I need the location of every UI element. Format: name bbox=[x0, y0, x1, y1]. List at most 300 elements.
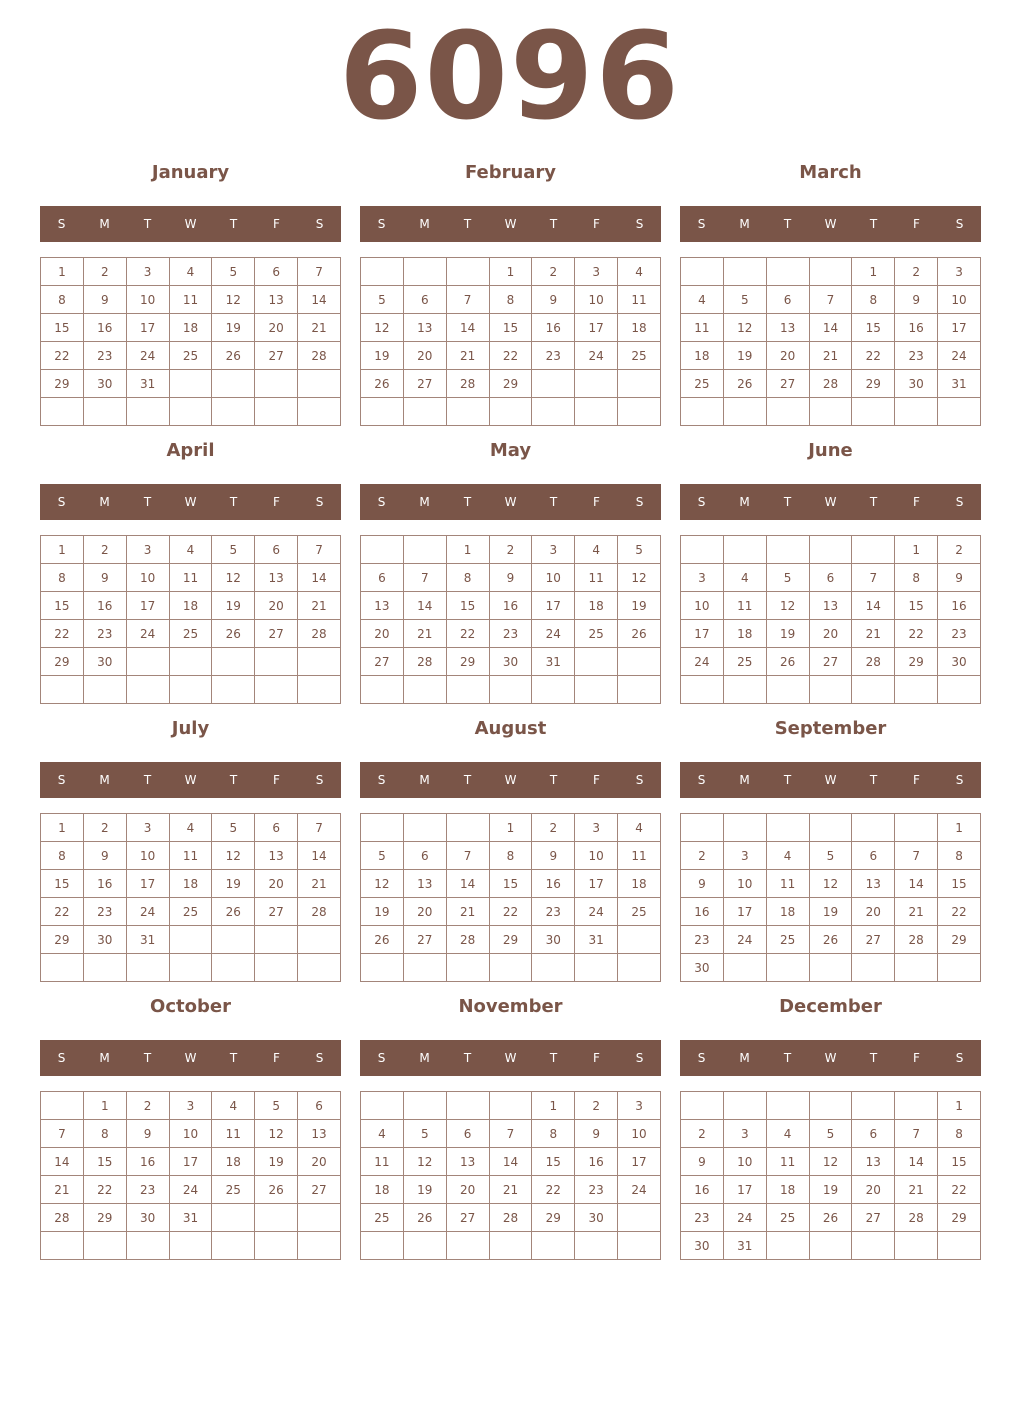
day-cell: 4 bbox=[169, 814, 212, 842]
weekday-label: S bbox=[697, 217, 706, 231]
day-cell bbox=[852, 398, 895, 426]
weekday-label: T bbox=[549, 217, 558, 231]
day-cell: 12 bbox=[809, 870, 852, 898]
week-row bbox=[681, 842, 981, 870]
week-row bbox=[681, 870, 981, 898]
day-cell: 25 bbox=[766, 1204, 809, 1232]
day-cell: 21 bbox=[446, 342, 489, 370]
day-cell: 22 bbox=[41, 898, 84, 926]
day-cell: 7 bbox=[403, 564, 446, 592]
week-row bbox=[361, 342, 661, 370]
weekday-label: F bbox=[273, 495, 280, 509]
day-cell: 17 bbox=[618, 1148, 661, 1176]
day-cell: 30 bbox=[532, 926, 575, 954]
day-cell: 18 bbox=[618, 870, 661, 898]
day-cell: 27 bbox=[361, 648, 404, 676]
day-cell: 12 bbox=[212, 564, 255, 592]
day-cell: 6 bbox=[403, 286, 446, 314]
month-name: June bbox=[808, 440, 853, 461]
day-cell: 19 bbox=[361, 342, 404, 370]
day-cell: 31 bbox=[532, 648, 575, 676]
day-cell: 7 bbox=[41, 1120, 84, 1148]
day-cell: 18 bbox=[212, 1148, 255, 1176]
day-cell bbox=[361, 1232, 404, 1260]
week-row bbox=[41, 1120, 341, 1148]
day-cell bbox=[489, 398, 532, 426]
day-cell: 6 bbox=[766, 286, 809, 314]
day-cell bbox=[809, 954, 852, 982]
day-cell bbox=[298, 1232, 341, 1260]
day-cell: 2 bbox=[681, 1120, 724, 1148]
day-cell: 5 bbox=[361, 286, 404, 314]
day-cell: 1 bbox=[852, 258, 895, 286]
day-cell: 23 bbox=[895, 342, 938, 370]
day-cell: 25 bbox=[212, 1176, 255, 1204]
day-cell: 29 bbox=[489, 370, 532, 398]
day-cell bbox=[255, 1204, 298, 1232]
day-cell: 26 bbox=[403, 1204, 446, 1232]
day-cell: 17 bbox=[938, 314, 981, 342]
week-row bbox=[361, 258, 661, 286]
day-cell: 2 bbox=[83, 258, 126, 286]
day-cell: 26 bbox=[618, 620, 661, 648]
day-cell: 8 bbox=[938, 1120, 981, 1148]
day-cell bbox=[361, 258, 404, 286]
week-row bbox=[681, 954, 981, 982]
day-cell bbox=[575, 954, 618, 982]
weekday-header bbox=[680, 1040, 981, 1076]
day-cell bbox=[403, 814, 446, 842]
weekday-label: S bbox=[697, 773, 706, 787]
day-cell bbox=[532, 954, 575, 982]
weekday-header bbox=[680, 206, 981, 242]
week-row bbox=[681, 286, 981, 314]
day-cell: 17 bbox=[723, 898, 766, 926]
day-cell bbox=[895, 814, 938, 842]
day-cell bbox=[403, 536, 446, 564]
day-cell bbox=[766, 954, 809, 982]
day-cell: 19 bbox=[723, 342, 766, 370]
day-cell: 27 bbox=[766, 370, 809, 398]
month-name: September bbox=[774, 718, 887, 739]
weekday-label: S bbox=[377, 495, 386, 509]
day-cell: 28 bbox=[403, 648, 446, 676]
day-cell: 17 bbox=[169, 1148, 212, 1176]
day-cell: 27 bbox=[809, 648, 852, 676]
day-cell: 17 bbox=[723, 1176, 766, 1204]
weekday-label: S bbox=[635, 773, 644, 787]
day-cell: 30 bbox=[895, 370, 938, 398]
week-row bbox=[681, 1092, 981, 1120]
day-cell: 19 bbox=[212, 870, 255, 898]
day-cell: 4 bbox=[618, 814, 661, 842]
day-cell: 24 bbox=[575, 898, 618, 926]
day-cell bbox=[446, 258, 489, 286]
day-cell: 7 bbox=[489, 1120, 532, 1148]
day-cell: 1 bbox=[41, 814, 84, 842]
day-cell: 26 bbox=[212, 342, 255, 370]
day-cell: 28 bbox=[852, 648, 895, 676]
day-cell: 15 bbox=[41, 314, 84, 342]
day-cell: 23 bbox=[681, 926, 724, 954]
day-cell bbox=[723, 258, 766, 286]
day-cell bbox=[532, 676, 575, 704]
day-cell: 10 bbox=[723, 1148, 766, 1176]
day-cell: 5 bbox=[212, 536, 255, 564]
weekday-label: S bbox=[315, 1051, 324, 1065]
day-cell: 11 bbox=[169, 842, 212, 870]
day-cell bbox=[403, 676, 446, 704]
day-cell bbox=[255, 926, 298, 954]
day-cell: 10 bbox=[575, 842, 618, 870]
day-cell: 28 bbox=[298, 898, 341, 926]
day-cell bbox=[618, 370, 661, 398]
day-cell: 26 bbox=[723, 370, 766, 398]
week-row bbox=[41, 648, 341, 676]
day-cell bbox=[298, 648, 341, 676]
weekday-label: M bbox=[739, 217, 750, 231]
day-cell: 30 bbox=[126, 1204, 169, 1232]
day-cell bbox=[938, 398, 981, 426]
day-cell: 20 bbox=[852, 898, 895, 926]
week-row bbox=[41, 676, 341, 704]
day-cell: 22 bbox=[83, 1176, 126, 1204]
day-cell: 29 bbox=[938, 926, 981, 954]
day-cell: 1 bbox=[41, 258, 84, 286]
day-cell bbox=[446, 1092, 489, 1120]
day-cell: 25 bbox=[766, 926, 809, 954]
day-cell: 24 bbox=[575, 342, 618, 370]
day-cell: 8 bbox=[41, 564, 84, 592]
day-cell: 3 bbox=[575, 258, 618, 286]
day-cell: 22 bbox=[446, 620, 489, 648]
day-cell: 18 bbox=[766, 1176, 809, 1204]
day-cell: 16 bbox=[83, 870, 126, 898]
day-cell: 9 bbox=[532, 842, 575, 870]
day-cell: 17 bbox=[126, 592, 169, 620]
weekday-label: S bbox=[697, 1051, 706, 1065]
day-cell: 17 bbox=[126, 314, 169, 342]
week-row bbox=[361, 564, 661, 592]
weekday-label: T bbox=[783, 495, 792, 509]
day-cell bbox=[852, 676, 895, 704]
weekday-label: S bbox=[57, 1051, 66, 1065]
day-cell: 27 bbox=[403, 370, 446, 398]
day-cell: 15 bbox=[446, 592, 489, 620]
day-cell: 26 bbox=[212, 898, 255, 926]
days-grid bbox=[680, 813, 981, 982]
day-cell: 15 bbox=[532, 1148, 575, 1176]
day-cell bbox=[126, 676, 169, 704]
day-cell: 25 bbox=[169, 342, 212, 370]
weekday-label: S bbox=[315, 217, 324, 231]
day-cell: 23 bbox=[126, 1176, 169, 1204]
day-cell bbox=[83, 398, 126, 426]
day-cell bbox=[41, 1092, 84, 1120]
day-cell bbox=[895, 954, 938, 982]
day-cell: 6 bbox=[255, 536, 298, 564]
day-cell: 2 bbox=[532, 814, 575, 842]
week-row bbox=[681, 676, 981, 704]
weekday-label: S bbox=[955, 495, 964, 509]
week-row bbox=[681, 1204, 981, 1232]
week-row bbox=[681, 898, 981, 926]
day-cell: 26 bbox=[809, 1204, 852, 1232]
day-cell: 8 bbox=[938, 842, 981, 870]
weekday-label: F bbox=[913, 217, 920, 231]
weekday-header bbox=[360, 762, 661, 798]
day-cell: 2 bbox=[83, 536, 126, 564]
day-cell: 23 bbox=[83, 342, 126, 370]
day-cell: 26 bbox=[809, 926, 852, 954]
day-cell: 29 bbox=[938, 1204, 981, 1232]
day-cell: 20 bbox=[446, 1176, 489, 1204]
day-cell: 1 bbox=[489, 814, 532, 842]
weekday-header bbox=[680, 762, 981, 798]
weekday-label: M bbox=[739, 1051, 750, 1065]
days-grid bbox=[680, 1091, 981, 1260]
day-cell: 5 bbox=[255, 1092, 298, 1120]
day-cell: 22 bbox=[41, 620, 84, 648]
day-cell: 1 bbox=[489, 258, 532, 286]
day-cell: 15 bbox=[41, 592, 84, 620]
weekday-header bbox=[40, 484, 341, 520]
weekday-label: F bbox=[593, 495, 600, 509]
day-cell: 7 bbox=[895, 1120, 938, 1148]
day-cell bbox=[361, 814, 404, 842]
day-cell: 6 bbox=[361, 564, 404, 592]
week-row bbox=[681, 1120, 981, 1148]
day-cell: 8 bbox=[895, 564, 938, 592]
weekday-label: F bbox=[593, 217, 600, 231]
day-cell: 2 bbox=[681, 842, 724, 870]
day-cell: 14 bbox=[895, 1148, 938, 1176]
weekday-label: T bbox=[229, 1051, 238, 1065]
day-cell bbox=[681, 676, 724, 704]
day-cell bbox=[169, 370, 212, 398]
day-cell bbox=[403, 954, 446, 982]
day-cell bbox=[852, 954, 895, 982]
day-cell: 14 bbox=[298, 842, 341, 870]
day-cell: 6 bbox=[255, 814, 298, 842]
day-cell: 9 bbox=[83, 286, 126, 314]
day-cell: 30 bbox=[83, 648, 126, 676]
day-cell: 14 bbox=[298, 286, 341, 314]
day-cell: 31 bbox=[169, 1204, 212, 1232]
month-name: January bbox=[151, 162, 230, 183]
weekday-label: W bbox=[504, 217, 517, 231]
day-cell: 3 bbox=[126, 536, 169, 564]
day-cell: 9 bbox=[938, 564, 981, 592]
weekday-label: T bbox=[143, 1051, 152, 1065]
weekday-label: T bbox=[869, 495, 878, 509]
day-cell: 19 bbox=[361, 898, 404, 926]
day-cell bbox=[212, 370, 255, 398]
day-cell: 9 bbox=[83, 842, 126, 870]
weekday-header bbox=[40, 762, 341, 798]
day-cell: 20 bbox=[403, 342, 446, 370]
day-cell: 24 bbox=[938, 342, 981, 370]
day-cell bbox=[255, 648, 298, 676]
day-cell: 31 bbox=[126, 370, 169, 398]
day-cell bbox=[212, 398, 255, 426]
day-cell: 29 bbox=[41, 370, 84, 398]
day-cell: 24 bbox=[723, 926, 766, 954]
day-cell: 6 bbox=[852, 1120, 895, 1148]
day-cell: 12 bbox=[723, 314, 766, 342]
weekday-label: S bbox=[57, 217, 66, 231]
day-cell: 7 bbox=[895, 842, 938, 870]
day-cell: 24 bbox=[169, 1176, 212, 1204]
day-cell: 3 bbox=[681, 564, 724, 592]
day-cell: 8 bbox=[83, 1120, 126, 1148]
day-cell: 30 bbox=[83, 370, 126, 398]
day-cell: 21 bbox=[446, 898, 489, 926]
days-grid bbox=[360, 813, 661, 982]
day-cell bbox=[212, 1232, 255, 1260]
day-cell bbox=[618, 926, 661, 954]
day-cell: 19 bbox=[255, 1148, 298, 1176]
weekday-label: F bbox=[273, 773, 280, 787]
day-cell: 11 bbox=[618, 842, 661, 870]
day-cell bbox=[766, 1092, 809, 1120]
day-cell: 22 bbox=[895, 620, 938, 648]
day-cell: 18 bbox=[681, 342, 724, 370]
day-cell bbox=[41, 676, 84, 704]
day-cell bbox=[723, 814, 766, 842]
day-cell: 15 bbox=[83, 1148, 126, 1176]
day-cell: 4 bbox=[618, 258, 661, 286]
day-cell: 28 bbox=[41, 1204, 84, 1232]
day-cell: 25 bbox=[618, 342, 661, 370]
day-cell bbox=[618, 954, 661, 982]
day-cell: 9 bbox=[681, 1148, 724, 1176]
day-cell: 5 bbox=[212, 258, 255, 286]
day-cell: 22 bbox=[938, 1176, 981, 1204]
day-cell bbox=[212, 1204, 255, 1232]
day-cell: 11 bbox=[618, 286, 661, 314]
day-cell: 14 bbox=[446, 314, 489, 342]
weekday-label: T bbox=[463, 1051, 472, 1065]
week-row bbox=[41, 286, 341, 314]
day-cell: 1 bbox=[446, 536, 489, 564]
day-cell: 23 bbox=[83, 898, 126, 926]
day-cell: 31 bbox=[938, 370, 981, 398]
day-cell: 13 bbox=[403, 870, 446, 898]
day-cell: 4 bbox=[766, 1120, 809, 1148]
day-cell: 19 bbox=[766, 620, 809, 648]
day-cell: 27 bbox=[403, 926, 446, 954]
week-row bbox=[681, 926, 981, 954]
week-row bbox=[361, 1148, 661, 1176]
day-cell bbox=[298, 370, 341, 398]
day-cell: 12 bbox=[618, 564, 661, 592]
day-cell: 17 bbox=[575, 870, 618, 898]
day-cell: 24 bbox=[532, 620, 575, 648]
day-cell: 22 bbox=[852, 342, 895, 370]
day-cell bbox=[681, 1092, 724, 1120]
day-cell bbox=[489, 1232, 532, 1260]
day-cell bbox=[489, 1092, 532, 1120]
weekday-label: F bbox=[593, 1051, 600, 1065]
day-cell: 2 bbox=[489, 536, 532, 564]
day-cell: 5 bbox=[723, 286, 766, 314]
day-cell: 7 bbox=[298, 536, 341, 564]
day-cell bbox=[255, 1232, 298, 1260]
week-row bbox=[361, 898, 661, 926]
week-row bbox=[41, 370, 341, 398]
day-cell: 24 bbox=[126, 342, 169, 370]
day-cell: 13 bbox=[403, 314, 446, 342]
day-cell: 22 bbox=[489, 898, 532, 926]
day-cell: 7 bbox=[298, 814, 341, 842]
day-cell: 8 bbox=[852, 286, 895, 314]
day-cell: 18 bbox=[723, 620, 766, 648]
day-cell: 1 bbox=[938, 814, 981, 842]
day-cell: 3 bbox=[618, 1092, 661, 1120]
day-cell: 12 bbox=[766, 592, 809, 620]
day-cell bbox=[446, 398, 489, 426]
day-cell bbox=[723, 1092, 766, 1120]
day-cell: 19 bbox=[212, 592, 255, 620]
day-cell: 30 bbox=[681, 954, 724, 982]
month-name: November bbox=[458, 996, 563, 1017]
day-cell: 30 bbox=[681, 1232, 724, 1260]
day-cell: 15 bbox=[852, 314, 895, 342]
day-cell: 16 bbox=[895, 314, 938, 342]
weekday-label: T bbox=[229, 773, 238, 787]
day-cell: 10 bbox=[169, 1120, 212, 1148]
day-cell bbox=[895, 1092, 938, 1120]
weekday-label: T bbox=[143, 773, 152, 787]
day-cell: 8 bbox=[446, 564, 489, 592]
day-cell: 3 bbox=[126, 814, 169, 842]
weekday-label: W bbox=[504, 1051, 517, 1065]
day-cell: 8 bbox=[489, 842, 532, 870]
day-cell: 26 bbox=[766, 648, 809, 676]
day-cell: 27 bbox=[852, 1204, 895, 1232]
day-cell: 7 bbox=[852, 564, 895, 592]
day-cell: 3 bbox=[532, 536, 575, 564]
week-row bbox=[41, 1148, 341, 1176]
day-cell: 27 bbox=[255, 620, 298, 648]
day-cell: 18 bbox=[169, 314, 212, 342]
day-cell bbox=[446, 954, 489, 982]
day-cell: 27 bbox=[298, 1176, 341, 1204]
day-cell bbox=[723, 954, 766, 982]
day-cell: 24 bbox=[126, 898, 169, 926]
weekday-label: M bbox=[419, 773, 430, 787]
day-cell: 27 bbox=[255, 342, 298, 370]
day-cell: 20 bbox=[255, 314, 298, 342]
weekday-label: T bbox=[869, 1051, 878, 1065]
day-cell bbox=[766, 676, 809, 704]
week-row bbox=[361, 648, 661, 676]
day-cell bbox=[766, 1232, 809, 1260]
weekday-label: M bbox=[99, 1051, 110, 1065]
weekday-label: T bbox=[783, 1051, 792, 1065]
weekday-label: S bbox=[955, 773, 964, 787]
day-cell: 11 bbox=[766, 1148, 809, 1176]
day-cell: 23 bbox=[681, 1204, 724, 1232]
week-row bbox=[361, 370, 661, 398]
day-cell bbox=[532, 370, 575, 398]
day-cell bbox=[126, 398, 169, 426]
day-cell: 14 bbox=[489, 1148, 532, 1176]
day-cell: 11 bbox=[169, 564, 212, 592]
day-cell: 11 bbox=[575, 564, 618, 592]
weekday-label: T bbox=[549, 495, 558, 509]
